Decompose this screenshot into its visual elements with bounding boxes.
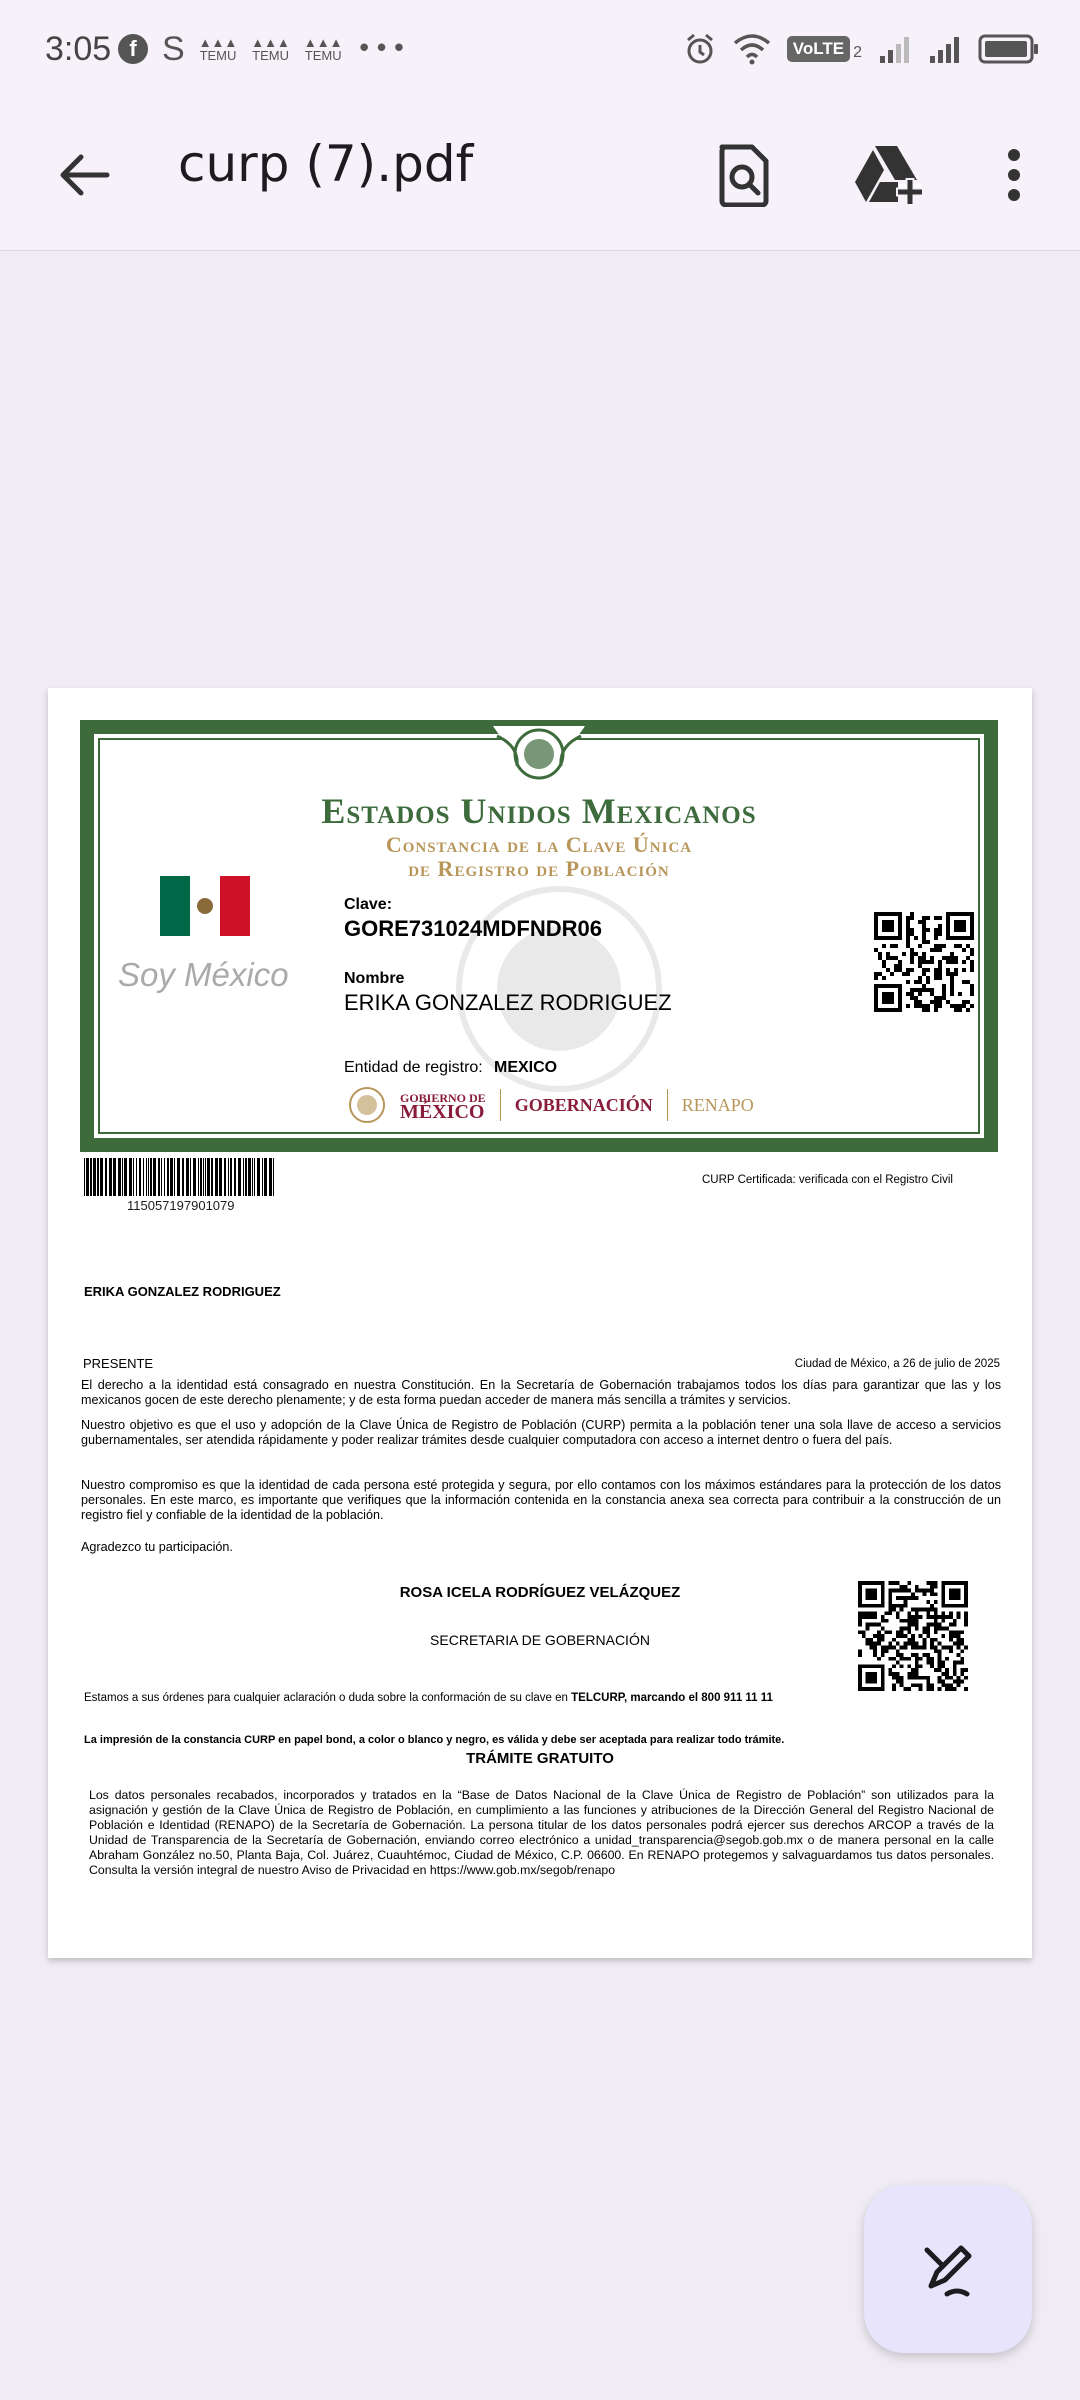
gobierno-de-mexico-logo: GOBIERNO DE MÉXICO — [400, 1091, 486, 1123]
s-app-icon: S — [162, 30, 185, 68]
government-seal-icon — [348, 1086, 386, 1124]
more-options-button[interactable] — [974, 135, 1054, 215]
facebook-icon: f — [118, 34, 148, 64]
letter-thanks: Agradezco tu participación. — [81, 1540, 233, 1554]
add-to-drive-button[interactable] — [848, 135, 928, 215]
letter-paragraph-3: Nuestro compromiso es que la identidad de cada persona esté protegida y segura, por ello contamos con los máximos estándares para la protección de los datos personales. En este marco, es importante que verifiques que la información contenida en la constancia anexa sea correcta para contribuir a la construcción de un registro fiel y confiable de la identidad de la población. — [81, 1478, 1001, 1522]
signal-full-icon — [928, 34, 962, 64]
status-system-icons — [683, 32, 1040, 66]
tramite-gratuito: TRÁMITE GRATUITO — [466, 1750, 614, 1767]
entidad-value: MEXICO — [494, 1059, 558, 1076]
letter-presente: PRESENTE — [83, 1356, 154, 1371]
temu-icon: ▲▲▲ TEMU — [198, 35, 238, 63]
more-notifications-icon: ••• — [356, 34, 409, 64]
status-bar — [0, 0, 1080, 105]
clave-label: Clave: — [344, 896, 393, 913]
letter-recipient: ERIKA GONZALEZ RODRIGUEZ — [84, 1284, 281, 1299]
pdf-page — [48, 688, 1032, 1958]
print-validity-note: La impresión de la constancia CURP en papel bond, a color o blanco y negro, es válida y debe ser aceptada para realizar todo trámite. — [84, 1734, 785, 1746]
qr-code-certificate — [874, 912, 974, 1012]
nombre-label: Nombre — [344, 970, 405, 987]
renapo-logo: RENAPO — [681, 1094, 754, 1115]
qr-code-letter — [858, 1581, 968, 1691]
edit-fab-button[interactable] — [864, 2185, 1032, 2353]
app-bar — [0, 105, 1080, 251]
back-arrow-icon — [55, 145, 115, 205]
barcode-number: 115057197901079 — [127, 1198, 235, 1213]
soy-mexico-logo: Soy México — [118, 956, 289, 993]
temu-icon: ▲▲▲ TEMU — [251, 35, 290, 63]
alarm-icon — [683, 32, 717, 66]
government-logos — [348, 1086, 754, 1124]
search-document-button[interactable] — [704, 135, 784, 215]
certified-note: CURP Certificada: verificada con el Registro Civil — [702, 1174, 953, 1186]
drive-add-icon — [853, 144, 923, 206]
more-vert-icon — [1006, 148, 1022, 202]
national-seal-icon — [489, 726, 589, 786]
edit-pen-icon — [917, 2238, 979, 2300]
contact-line: Estamos a sus órdenes para cualquier aclaración o duda sobre la conformación de su clave en TELCURP, marcando el 800 911 11 11 — [84, 1692, 773, 1704]
document-title: curp (7).pdf — [178, 135, 474, 193]
nombre-value: ERIKA GONZALEZ RODRIGUEZ — [344, 990, 672, 1015]
certificate-subtitle-2: de Registro de Población — [408, 856, 670, 881]
volte-indicator: VoLTE 2 — [787, 36, 862, 62]
battery-icon — [978, 33, 1040, 65]
mexico-flag — [160, 876, 250, 936]
certificate-subtitle-1: Constancia de la Clave Única — [385, 832, 693, 857]
wifi-icon — [733, 33, 771, 65]
privacy-notice: Los datos personales recabados, incorporados y tratados en la “Base de Datos Nacional de la Clave Única de Registro de Población” son utilizados para la asignación y gestión de la Clave Única de Registro de Población, en cumplimiento a las funciones y atribuciones de la Dirección General del Registro Nacional de Población e Identidad (RENAPO) de la Secretaría de Gobernación. La persona titular de los datos personales podrá ejercer sus derechos ARCOP a través de la Unidad de Transparencia de la Secretaría de Gobernación, enviando correo electrónico a unidad_transparencia@segob.gob.mx o de manera personal en la calle Abraham González no.50, Planta Baja, Col. Juárez, Cuauhtémoc, Ciudad de México, C.P. 06600. En RENAPO protegemos y salvaguardamos tus datos personales. Consulta la versión integral de nuestro Aviso de Privacidad en https://www.gob.mx/segob/renapo — [89, 1788, 994, 1877]
letter-paragraph-1: El derecho a la identidad está consagrado en nuestra Constitución. En la Secretaría de Gobernación trabajamos todos los días para garantizar que las y los mexicanos gocen de este derecho plenamente; y de esta forma puedan acceder de manera más sencilla a trámites y servicios. — [81, 1378, 1001, 1407]
status-notifications — [118, 30, 409, 68]
search-document-icon — [716, 143, 772, 207]
letter-paragraph-2: Nuestro objetivo es que el uso y adopción de la Clave Única de Registro de Población (CURP) permita a la población tener una sola llave de acceso a servicios gubernamentales, ser atendida rápidamente y poder realizar trámites desde cualquier computadora con acceso a internet dentro o fuera del país. — [81, 1418, 1001, 1447]
barcode — [84, 1158, 276, 1196]
status-time: 3:05 — [45, 30, 112, 68]
signer-role: SECRETARIA DE GOBERNACIÓN — [430, 1632, 650, 1648]
temu-icon: ▲▲▲ TEMU — [303, 35, 343, 63]
country-title: Estados Unidos Mexicanos — [321, 791, 757, 831]
back-button[interactable] — [55, 145, 115, 205]
entidad-label: Entidad de registro: — [344, 1059, 483, 1076]
curp-certificate — [80, 720, 998, 1152]
clave-value: GORE731024MDFNDR06 — [344, 916, 602, 941]
letter-date: Ciudad de México, a 26 de julio de 2025 — [794, 1358, 1000, 1370]
signer-name: ROSA ICELA RODRÍGUEZ VELÁZQUEZ — [399, 1584, 681, 1601]
gobernacion-logo: GOBERNACIÓN — [514, 1094, 653, 1115]
signal-weak-icon — [878, 34, 912, 64]
